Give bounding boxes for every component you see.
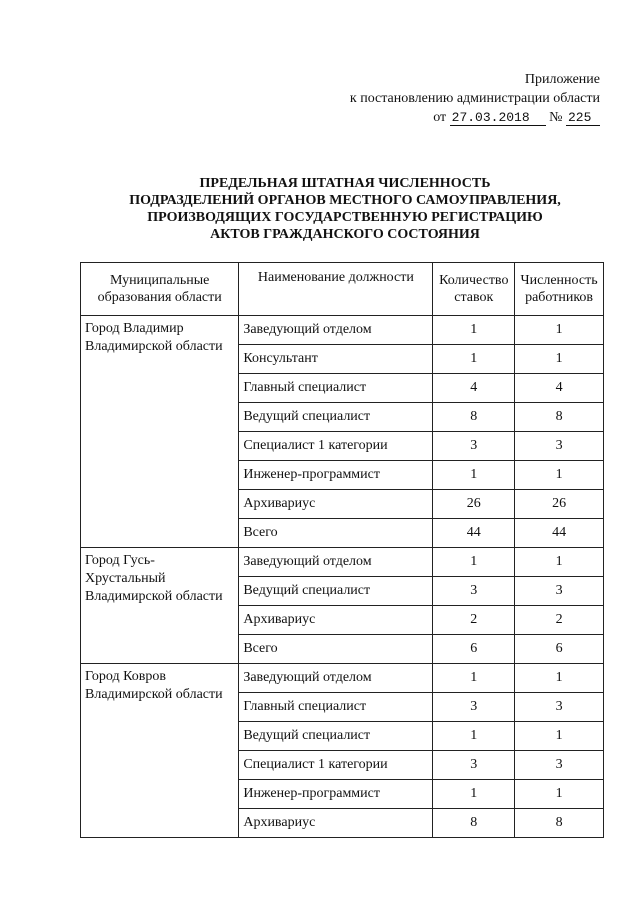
municipality-line: Город Владимир — [85, 321, 184, 336]
title-line: АКТОВ ГРАЖДАНСКОГО СОСТОЯНИЯ — [210, 227, 480, 242]
title-line: ПРОИЗВОДЯЩИХ ГОСУДАРСТВЕННУЮ РЕГИСТРАЦИЮ — [147, 210, 543, 225]
employees-cell: 1 — [515, 461, 604, 490]
position-cell: Заведующий отделом — [239, 548, 433, 577]
position-cell: Заведующий отделом — [239, 664, 433, 693]
position-cell: Архивариус — [239, 809, 433, 838]
employees-cell: 26 — [515, 490, 604, 519]
header-rates: Количество ставок — [433, 263, 515, 316]
position-cell: Инженер-программист — [239, 780, 433, 809]
table-header-row — [81, 263, 604, 316]
employees-cell: 4 — [515, 374, 604, 403]
employees-cell: 1 — [515, 780, 604, 809]
rates-cell: 3 — [433, 432, 515, 461]
municipality-line: Владимирской области — [85, 589, 223, 604]
municipality-line: Город Гусь- — [85, 553, 155, 568]
staff-table — [80, 262, 604, 838]
municipality-cell — [81, 316, 239, 548]
position-cell: Главный специалист — [239, 693, 433, 722]
rates-cell: 8 — [433, 809, 515, 838]
rates-cell: 3 — [433, 751, 515, 780]
employees-cell: 3 — [515, 432, 604, 461]
rates-cell: 1 — [433, 345, 515, 374]
position-cell: Заведующий отделом — [239, 316, 433, 345]
position-cell: Главный специалист — [239, 374, 433, 403]
header-position: Наименование должности — [239, 263, 433, 316]
appendix-date-number — [350, 108, 600, 127]
table-row — [81, 548, 604, 577]
position-cell: Специалист 1 категории — [239, 751, 433, 780]
employees-cell: 8 — [515, 809, 604, 838]
title-line: ПРЕДЕЛЬНАЯ ШТАТНАЯ ЧИСЛЕННОСТЬ — [199, 176, 491, 191]
municipality-line: Владимирской области — [85, 687, 223, 702]
number-label: № — [549, 110, 563, 125]
municipality-line: Владимирской области — [85, 339, 223, 354]
rates-cell: 1 — [433, 548, 515, 577]
rates-cell: 3 — [433, 577, 515, 606]
rates-cell: 4 — [433, 374, 515, 403]
employees-cell: 1 — [515, 722, 604, 751]
table-row — [81, 664, 604, 693]
employees-cell: 3 — [515, 693, 604, 722]
municipality-line: Город Ковров — [85, 669, 166, 684]
employees-cell: 3 — [515, 577, 604, 606]
header-municipality: Муниципальные образования области — [81, 263, 239, 316]
rates-cell: 3 — [433, 693, 515, 722]
position-cell: Инженер-программист — [239, 461, 433, 490]
rates-cell: 6 — [433, 635, 515, 664]
title-line: ПОДРАЗДЕЛЕНИЙ ОРГАНОВ МЕСТНОГО САМОУПРАВЛЕНИЯ, — [129, 193, 561, 208]
rates-cell: 1 — [433, 316, 515, 345]
position-cell: Ведущий специалист — [239, 403, 433, 432]
municipality-line: Хрустальный — [85, 571, 166, 586]
appendix-reference: к постановлению администрации области — [349, 91, 600, 106]
header-employees: Численность работников — [515, 263, 604, 316]
municipality-cell — [81, 548, 239, 664]
table-body — [81, 316, 604, 838]
position-cell: Архивариус — [239, 490, 433, 519]
appendix-title: Приложение — [524, 72, 600, 87]
position-cell: Ведущий специалист — [239, 722, 433, 751]
position-cell: Консультант — [239, 345, 433, 374]
position-cell: Архивариус — [239, 606, 433, 635]
table-row — [81, 316, 604, 345]
employees-cell: 2 — [515, 606, 604, 635]
employees-cell: 1 — [515, 345, 604, 374]
rates-cell: 1 — [433, 461, 515, 490]
rates-cell: 8 — [433, 403, 515, 432]
position-cell: Ведущий специалист — [239, 577, 433, 606]
document-title — [80, 175, 610, 243]
employees-cell: 44 — [515, 519, 604, 548]
employees-cell: 3 — [515, 751, 604, 780]
rates-cell: 44 — [433, 519, 515, 548]
position-cell: Специалист 1 категории — [239, 432, 433, 461]
employees-cell: 6 — [515, 635, 604, 664]
employees-cell: 1 — [515, 316, 604, 345]
municipality-cell — [81, 664, 239, 838]
employees-cell: 8 — [515, 403, 604, 432]
position-cell: Всего — [239, 635, 433, 664]
employees-cell: 1 — [515, 548, 604, 577]
rates-cell: 2 — [433, 606, 515, 635]
rates-cell: 26 — [433, 490, 515, 519]
position-cell: Всего — [239, 519, 433, 548]
decree-number: 225 — [566, 110, 600, 126]
date-label: от — [433, 110, 447, 125]
appendix-block — [350, 70, 600, 127]
rates-cell: 1 — [433, 780, 515, 809]
rates-cell: 1 — [433, 664, 515, 693]
decree-date: 27.03.2018 — [450, 110, 546, 126]
employees-cell: 1 — [515, 664, 604, 693]
rates-cell: 1 — [433, 722, 515, 751]
